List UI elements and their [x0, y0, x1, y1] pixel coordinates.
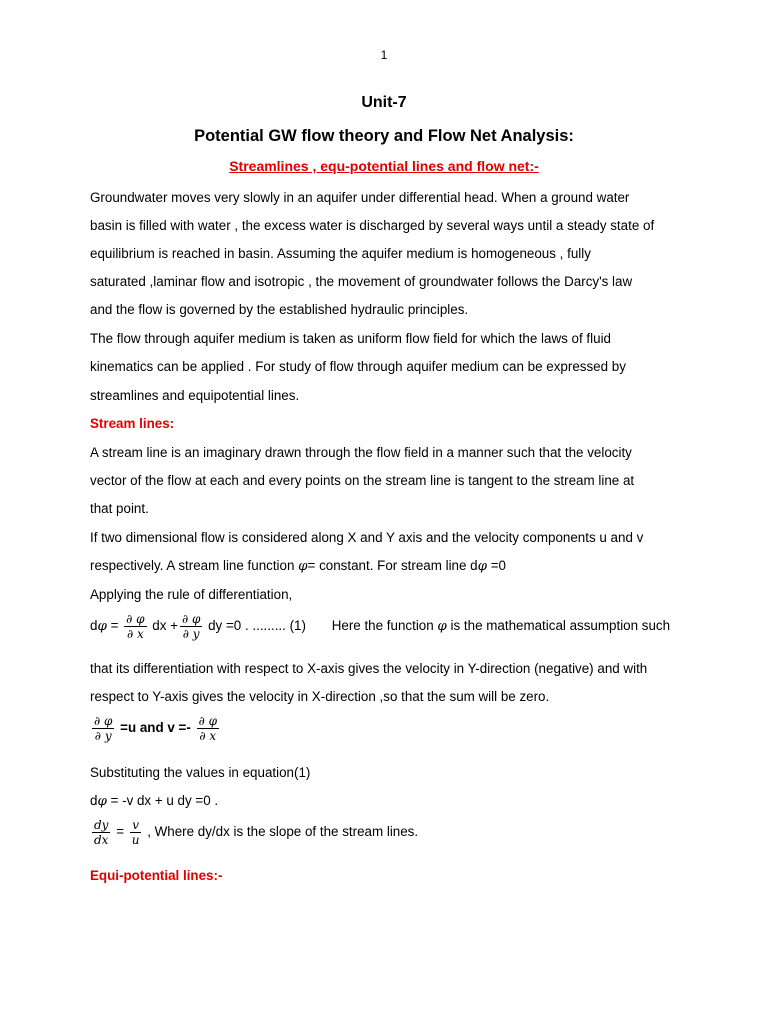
paragraph-line: basin is filled with water , the excess water is discharged by several ways until a steady state of [90, 218, 655, 233]
phi-symbol: φ [298, 559, 308, 574]
fraction [92, 818, 110, 847]
denominator: dx [94, 833, 109, 847]
paragraph-line: vector of the flow at each and every points on the stream line is tangent to the stream line at [90, 473, 635, 488]
text: =0 [487, 558, 507, 573]
paragraph-line: Applying the rule of differentiation, [90, 587, 293, 602]
equation-4 [90, 818, 418, 847]
paragraph-line: If two dimensional flow is considered along X and Y axis and the velocity components u and v [90, 530, 644, 545]
paragraph-line: streamlines and equipotential lines. [90, 388, 300, 403]
section-heading: Streamlines , equ-potential lines and flow net:- [229, 158, 539, 174]
paragraph-line: kinematics can be applied . For study of flow through aquifer medium can be expressed by [90, 359, 626, 374]
paragraph-line: A stream line is an imaginary drawn through the flow field in a manner such that the velocity [90, 445, 632, 460]
paragraph-line: equilibrium is reached in basin. Assuming the aquifer medium is homogeneous , fully [90, 246, 591, 261]
unit-title: Unit-7 [361, 94, 407, 111]
paragraph-line: respect to Y-axis gives the velocity in X-direction ,so that the sum will be zero. [90, 689, 550, 704]
numerator: dy [94, 818, 109, 832]
equation-1 [90, 612, 670, 641]
denominator: u [131, 833, 140, 847]
paragraph-line: saturated ,laminar flow and isotropic , the movement of groundwater follows the Darcy's law [90, 274, 633, 289]
text: d [90, 618, 98, 634]
text: dx + [148, 618, 178, 634]
paragraph-line: that its differentiation with respect to X-axis gives the velocity in Y-direction (negative) and with [90, 661, 648, 676]
numerator: v [130, 818, 142, 833]
text: =u and v =- [116, 720, 195, 736]
phi-symbol: φ [437, 619, 447, 635]
equation-2 [90, 714, 221, 743]
numerator: ∂ φ [94, 714, 113, 728]
denominator: ∂ x [199, 729, 217, 743]
main-title: Potential GW flow theory and Flow Net Analysis: [194, 127, 574, 145]
text: = [106, 618, 119, 634]
fraction [92, 714, 114, 743]
text: Here the function [331, 618, 438, 634]
equation-3 [90, 793, 218, 809]
text: = -v dx + u dy =0 . [106, 793, 219, 808]
paragraph-line: and the flow is governed by the established hydraulic principles. [90, 302, 469, 317]
denominator: ∂ x [126, 627, 144, 641]
text: = constant. For stream line d [307, 558, 478, 573]
paragraph-line: Substituting the values in equation(1) [90, 765, 311, 780]
paragraph-line: Groundwater moves very slowly in an aquifer under differential head. When a ground water [90, 190, 630, 205]
text: respectively. A stream line function [90, 558, 299, 573]
page-number: 1 [380, 48, 388, 62]
phi-symbol: φ [97, 794, 107, 809]
fraction [180, 612, 202, 641]
phi-symbol: φ [97, 619, 107, 635]
numerator: ∂ φ [126, 612, 145, 626]
denominator: ∂ y [182, 627, 200, 641]
denominator: ∂ y [94, 729, 112, 743]
text: is the mathematical assumption such [446, 618, 671, 634]
paragraph-line: that point. [90, 501, 149, 516]
text: d [90, 793, 98, 808]
text: dy =0 . ......... (1) [204, 618, 306, 634]
numerator: ∂ φ [198, 714, 217, 728]
text: = [112, 824, 128, 840]
paragraph-line: The flow through aquifer medium is taken as uniform flow field for which the laws of fluid [90, 331, 611, 346]
numerator: ∂ φ [181, 612, 201, 626]
paragraph-line [90, 558, 506, 574]
fraction [124, 612, 146, 641]
fraction [197, 714, 219, 743]
text: , Where dy/dx is the slope of the stream lines. [143, 824, 419, 840]
equi-potential-heading: Equi-potential lines:- [90, 868, 223, 883]
phi-symbol: φ [477, 559, 488, 574]
stream-lines-heading: Stream lines: [90, 416, 175, 431]
fraction [130, 818, 142, 847]
